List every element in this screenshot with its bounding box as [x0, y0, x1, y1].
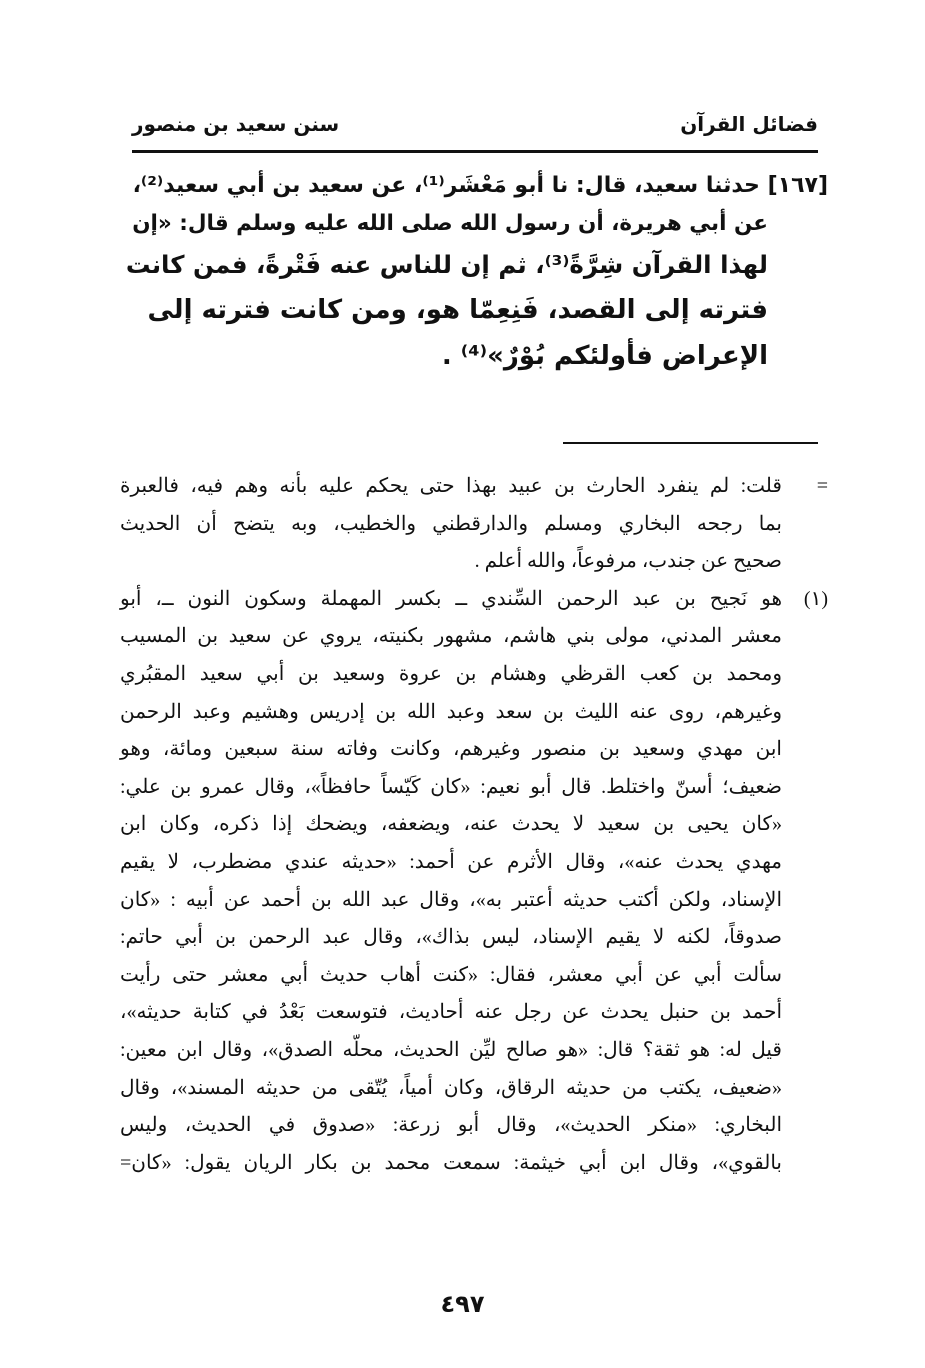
- footnote-line: صدوقاً، لكنه لا يقيم الإسناد، ليس بذاك»، وقال عبد الرحمن بن أبي حاتم:: [120, 926, 782, 949]
- footnote-line: قلت: لم ينفرد الحارث بن عبيد بهذا حتى يحكم عليه بأنه وهم فيه، فالعبرة: [120, 475, 782, 497]
- footnote-line: سألت أبي عن أبي معشر، فقال: «كنت أهاب حديث أبي معشر حتى رأيت: [120, 963, 782, 986]
- footnote-line: بالقوي»، وقال ابن أبي خيثمة: سمعت محمد بن بكار الريان يقول: «كان=: [120, 1151, 782, 1174]
- footnote-line: ومحمد بن كعب القرظي وهشام بن عروة وسعيد بن أبي سعيد المقبُري: [120, 662, 782, 685]
- header-chapter-title: فضائل القرآن: [680, 112, 818, 136]
- footnote-line: معشر المدني، مولى بني هاشم، مشهور بكنيته، يروي عن سعيد بن المسيب: [120, 625, 782, 648]
- hadith-line: عن أبي هريرة، أن رسول الله صلى الله عليه وسلم قال: «إن: [132, 211, 768, 237]
- footnote-divider: [563, 442, 818, 444]
- header-book-title: سنن سعيد بن منصور: [132, 112, 340, 136]
- hadith-text: [122, 166, 828, 380]
- footnote-line: ضعيف؛ أسنّ واختلط. قال أبو نعيم: «كان كَيّساً حافظاً»، وقال عمرو بن علي:: [120, 775, 782, 798]
- footnote-line: ابن مهدي وسعيد بن منصور وغيرهم، وكانت وفاته سنة سبعين ومائة، وهو: [120, 738, 782, 761]
- footnote-line: قيل له: هو ثقة؟ قال: «هو صالح ليِّن الحديث، محلّه الصدق»، وقال ابن معين:: [120, 1038, 782, 1061]
- page-number: ٤٩٧: [440, 1290, 485, 1318]
- footnote-marker: =: [816, 475, 828, 497]
- footnote-line: البخاري: «منكر الحديث»، وقال أبو زرعة: «صدوق في الحديث، وليس: [120, 1114, 782, 1137]
- footnote-line: «ضعيف، يكتب من حديثه الرقاق، وكان أمياً، يُتّقى من حديثه المسند»، وقال: [120, 1076, 782, 1099]
- footnote-line: صحيح عن جندب، مرفوعاً، والله أعلم .: [474, 550, 782, 573]
- footnote-line: وغيرهم، روى عنه الليث بن سعد وعبد الله بن إدريس وهشيم وعبد الرحمن: [120, 700, 782, 723]
- footnote-line: بما رجحه البخاري ومسلم والدارقطني والخطيب، وبه يتضح أن الحديث: [120, 512, 782, 535]
- footnote-body: [120, 468, 782, 581]
- footnotes: [120, 468, 828, 1182]
- footnote-line: مهدي يحدث عنه»، وقال الأثرم عن أحمد: «حديثه عندي مضطرب، لا يقيم: [120, 850, 782, 873]
- header-divider: [132, 150, 818, 153]
- footnote-body: [120, 581, 782, 1183]
- footnote-marker: (١): [803, 587, 828, 610]
- hadith-line: [١٦٧] حدثنا سعيد، قال: نا أبو مَعْشَر⁽¹⁾، عن سعيد بن أبي سعيد⁽²⁾،: [132, 173, 828, 198]
- running-header: [132, 104, 818, 144]
- footnote-line: هو نَجيح بن عبد الرحمن السِّندي ــ بكسر المهملة وسكون النون ــ، أبو: [120, 587, 782, 610]
- footnote-line: الإسناد، ولكن أكتب حديثه أعتبر به»، وقال عبد الله بن أحمد عن أبيه : «كان: [120, 888, 782, 911]
- footnote-line: أحمد بن حنبل يحدث عن رجل عنه أحاديث، فتوسعت بَعْدُ في كتابة حديثه»،: [120, 1001, 782, 1024]
- footnote-continuation: [120, 468, 828, 581]
- footnote-1: [120, 581, 828, 1183]
- hadith-line: الإعراض فأولئكم بُوْرٌ»⁽⁴⁾ .: [441, 341, 768, 372]
- hadith-number: [١٦٧]: [767, 173, 828, 198]
- hadith-line: فترته إلى القصد، فَنِعِمّا هو، ومن كانت فترته إلى: [147, 295, 768, 326]
- footnote-line: «كان يحيى بن سعيد لا يحدث عنه، ويضعفه، ويضحك إذا ذكره، وكان ابن: [120, 813, 782, 836]
- hadith-line: لهذا القرآن شِرَّةً⁽³⁾، ثم إن للناس عنه فَتْرةً، فمن كانت: [125, 250, 768, 280]
